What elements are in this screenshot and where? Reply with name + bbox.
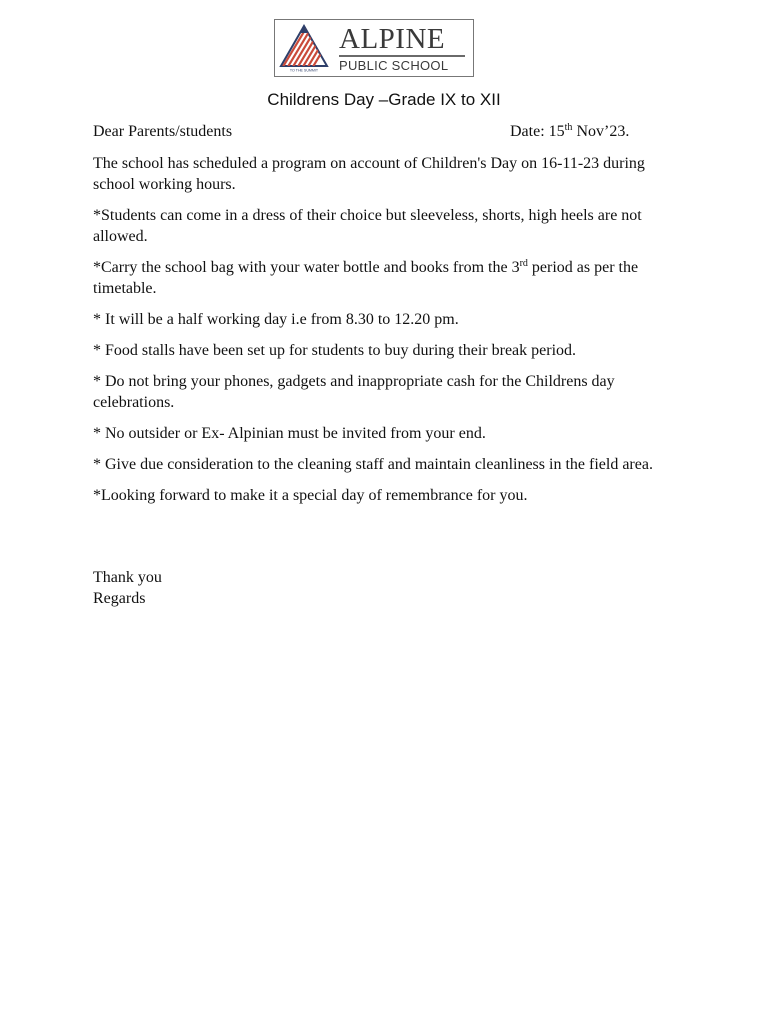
paragraph-looking-forward: *Looking forward to make it a special day of remembrance for you. [93,487,528,504]
date-ordinal: th [564,122,573,133]
paragraph-cleanliness: * Give due consideration to the cleaning staff and maintain cleanliness in the field area. [93,456,653,473]
paragraph-school-bag-post: period as per the timetable. [93,259,639,297]
paragraph-program: The school has scheduled a program on account of Children's Day on 16-11-23 during school working hours. [93,155,645,193]
school-logo [274,19,474,77]
paragraph-school-bag [93,257,673,299]
notice-body [93,153,673,516]
document-date [510,121,629,142]
paragraph-food-stalls: * Food stalls have been set up for students to buy during their break period. [93,342,577,359]
paragraph-no-outsiders: * No outsider or Ex- Alpinian must be invited from your end. [93,425,486,442]
closing-thanks: Thank you [93,569,162,586]
paragraph-no-phones: * Do not bring your phones, gadgets and inappropriate cash for the Childrens day celebrations. [93,373,615,411]
document-title: Childrens Day –Grade IX to XII [267,90,501,109]
logo-tagline: TO THE SUMMIT [289,68,319,73]
paragraph-dress-code: *Students can come in a dress of their choice but sleeveless, shorts, high heels are not allowed. [93,207,642,245]
paragraph-school-bag-pre: *Carry the school bag with your water bottle and books from the 3 [93,259,520,276]
school-name: ALPINE [339,23,446,55]
period-ordinal: rd [519,258,528,269]
school-subtitle: PUBLIC SCHOOL [339,58,449,73]
logo-divider [339,55,465,57]
closing-regards: Regards [93,590,146,607]
mountain-emblem-icon [278,23,330,73]
salutation: Dear Parents/students [93,123,233,140]
paragraph-half-day: * It will be a half working day i.e from 8.30 to 12.20 pm. [93,311,459,328]
closing [93,567,162,609]
date-suffix: Nov’23. [572,123,630,140]
date-prefix: Date: 15 [510,123,565,140]
